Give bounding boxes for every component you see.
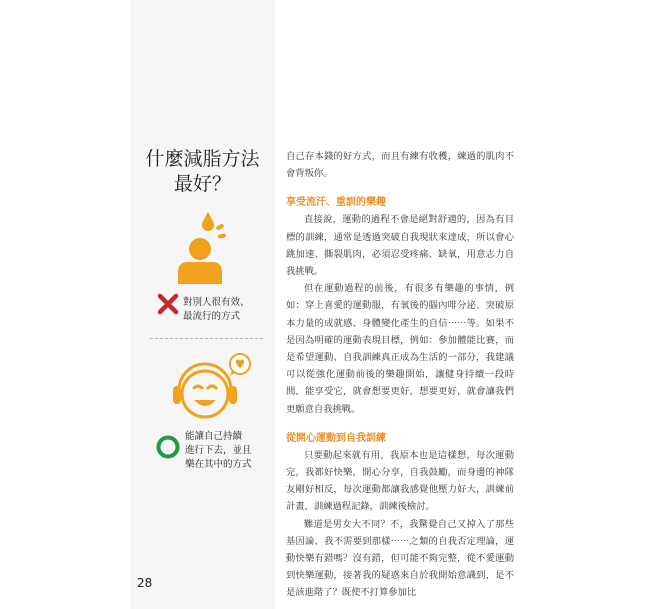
- green-circle-icon: [155, 434, 181, 460]
- red-cross-icon: [157, 293, 179, 315]
- wrong-method-label: [183, 296, 250, 324]
- section-heading-1: 享受流汗、重訓的樂趣: [286, 197, 386, 209]
- intro-paragraph: 自己存本錢的好方式，而且有練有收穫，練過的肌肉不會背叛你。: [286, 151, 514, 180]
- sweating-person-icon: [172, 210, 234, 290]
- right-method-label: [185, 430, 252, 472]
- right-label-line-2: 進行下去，並且: [185, 445, 252, 456]
- main-text-column: [286, 148, 514, 602]
- sidebar-title-line-1: 什麼減脂方法: [145, 148, 260, 170]
- section1-paragraph-2: 但在運動過程的前後，有很多有樂趣的事情，例如：穿上喜愛的運動服，有氧後的腦內啡分泌、突破原本力量的成就感、身體變化產生的自信⋯⋯等。如果不是因為明確的運動表現目標，例如：參加體能比賽，而是希望運動、自我訓練真正成為生活的一部分，我建議可以從強化運動前後的樂趣開始，讓健身持續一段時間，能享受它，就會想要更好，想要更好，就會讓我們更願意自我挑戰。: [286, 283, 514, 415]
- sidebar-divider: [150, 338, 263, 339]
- sidebar-title-line-2: 最好？: [173, 173, 231, 195]
- section1-paragraph-1: 直接說，運動的過程不會是絕對舒適的，因為有目標的訓練，通常是透過突破自我現狀來達成，所以會心跳加速、撕裂肌肉，必須忍受疼痛、缺氧，用意志力自我挑戰。: [286, 214, 514, 278]
- sidebar-title: [135, 147, 270, 197]
- wrong-label-line-2: 最流行的方式: [183, 311, 241, 322]
- heart-speech-bubble-icon: [226, 352, 254, 378]
- section-heading-2: 從開心運動到自我訓練: [286, 432, 386, 444]
- page-number: 28: [137, 576, 153, 590]
- right-label-line-3: 樂在其中的方式: [185, 459, 252, 470]
- section2-paragraph-1: 只要動起來就有用，我原本也是這樣想，每次運動完，我都好快樂，開心分享，自我鼓勵，而身邊的神隊友剛好相反，每次運動都讓我感覺他壓力好大，訓練前計畫，訓練過程記錄，訓練後檢討。: [286, 449, 514, 513]
- wrong-label-line-1: 對別人很有效、: [183, 297, 250, 308]
- section2-paragraph-2: 難道是男女大不同？不，我驚覺自己又掉入了那些基因論、我不需要到那樣⋯⋯之類的自我否定理論，運動快樂有錯嗎？沒有錯，但可能不夠完整，從不愛運動到快樂運動，接著我的疑惑來自於我開始意識到，是不是該進階了？既使不打算參加比: [286, 518, 514, 599]
- right-label-line-1: 能讓自己持續: [185, 431, 243, 442]
